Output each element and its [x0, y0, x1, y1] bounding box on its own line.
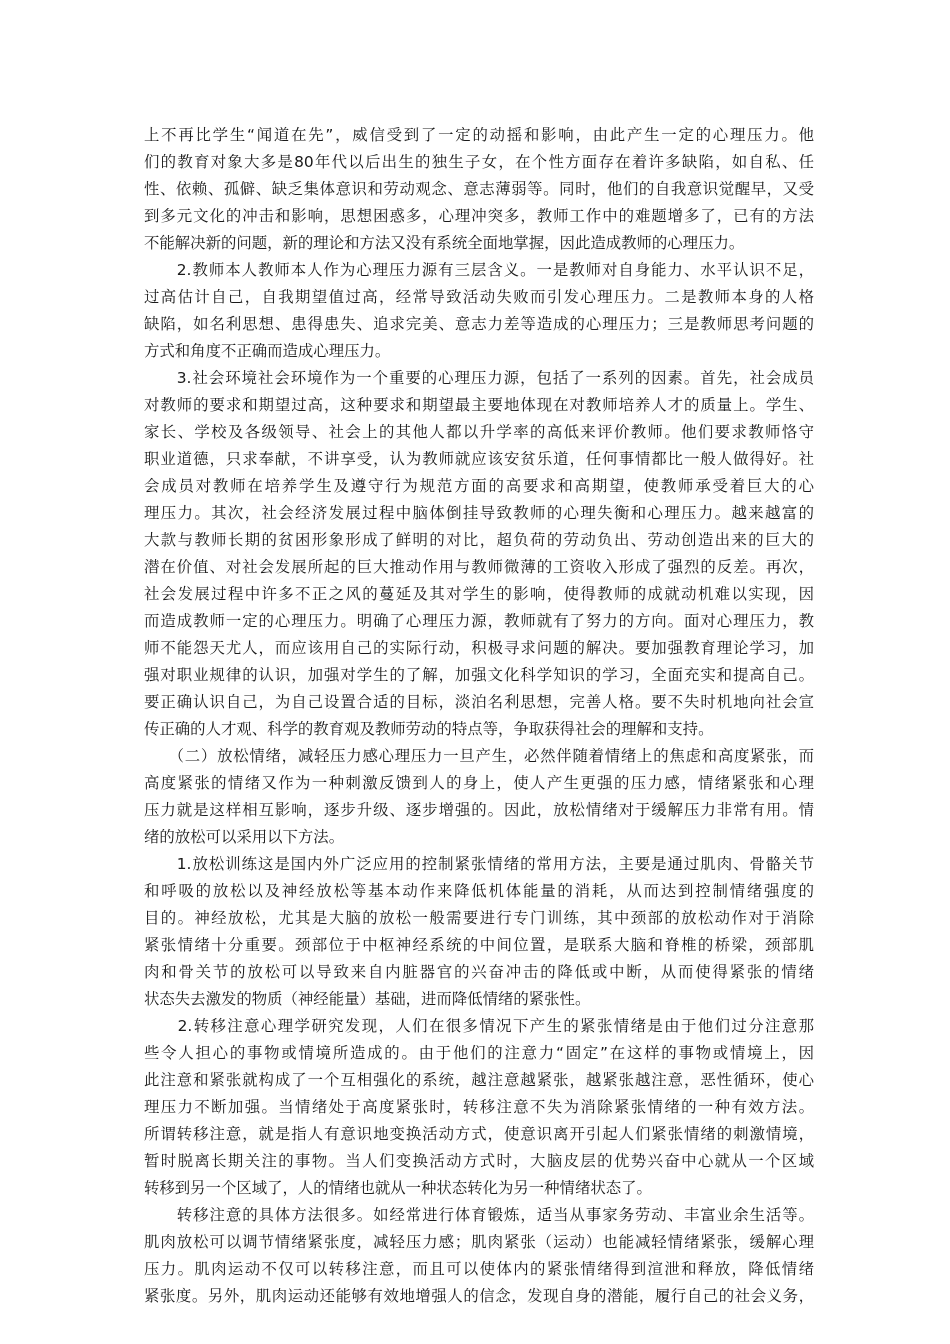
text-line: 状态失去激发的物质（神经能量）基础，进而降低情绪的紧张性。 — [144, 990, 591, 1008]
text-line: 们的教育对象大多是80年代以后出生的独生子女，在个性方面存在着许多缺陷，如自私、任 — [144, 153, 814, 171]
text-line: （二）放松情绪，减轻压力感心理压力一旦产生，必然伴随着情绪上的焦虑和高度紧张，而 — [144, 747, 814, 765]
text-line: 紧张情绪十分重要。颈部位于中枢神经系统的中间位置，是联系大脑和脊椎的桥梁，颈部肌 — [144, 936, 814, 954]
text-line: 绪的放松可以采用以下方法。 — [144, 828, 345, 846]
paragraph-relax-training — [144, 851, 814, 1013]
text-line: 会成员对教师在培养学生及遵守行为规范方面的高要求和高期望，使教师承受着巨大的心 — [144, 477, 814, 495]
text-line: 此注意和紧张就构成了一个互相强化的系统，越注意越紧张，越紧张越注意，恶性循环，使心 — [144, 1071, 814, 1089]
text-line: 转移注意的具体方法很多。如经常进行体育锻炼，适当从事家务劳动、丰富业余生活等。 — [144, 1206, 814, 1224]
text-line: 潜在价值、对社会发展所起的巨大推动作用与教师微薄的工资收入形成了强烈的反差。再次， — [144, 558, 814, 576]
text-line: 肉和骨关节的放松可以导致来自内脏器官的兴奋冲击的降低或中断，从而使得紧张的情绪 — [144, 963, 814, 981]
text-line: 到多元文化的冲击和影响，思想困惑多，心理冲突多，教师工作中的难题增多了，已有的方法 — [144, 207, 814, 225]
text-line: 社会发展过程中许多不正之风的蔓延及其对学生的影响，使得教师的成就动机难以实现，因 — [144, 585, 814, 603]
paragraph-teacher-pressure-intro — [144, 122, 814, 257]
text-line: 2.转移注意心理学研究发现，人们在很多情况下产生的紧张情绪是由于他们过分注意那 — [144, 1017, 814, 1035]
text-line: 方式和角度不正确而造成心理压力。 — [144, 342, 391, 360]
text-line: 大款与教师长期的贫困形象形成了鲜明的对比，超负荷的劳动负出、劳动创造出来的巨大的 — [144, 531, 814, 549]
text-line: 转移到另一个区域了，人的情绪也就从一种状态转化为另一种情绪状态了。 — [144, 1179, 652, 1197]
text-line: 目的。神经放松，尤其是大脑的放松一般需要进行专门训练，其中颈部的放松动作对于消除 — [144, 909, 814, 927]
text-line: 和呼吸的放松以及神经放松等基本动作来降低机体能量的消耗，从而达到控制情绪强度的 — [144, 882, 814, 900]
text-line: 理压力不断加强。当情绪处于高度紧张时，转移注意不失为消除紧张情绪的一种有效方法。 — [144, 1098, 814, 1116]
text-line: 压力就是这样相互影响，逐步升级、逐步增强的。因此，放松情绪对于缓解压力非常有用。情 — [144, 801, 814, 819]
text-line: 3.社会环境社会环境作为一个重要的心理压力源，包括了一系列的因素。首先，社会成员 — [144, 369, 814, 387]
text-line: 紧张度。另外，肌肉运动还能够有效地增强人的信念，发现自身的潜能，履行自己的社会义务， — [144, 1287, 814, 1305]
text-line: 缺陷，如名利思想、患得患失、追求完美、意志力差等造成的心理压力；三是教师思考问题的 — [144, 315, 814, 333]
text-line: 2.教师本人教师本人作为心理压力源有三层含义。一是教师对自身能力、水平认识不足， — [144, 261, 814, 279]
text-line: 过高估计自己，自我期望值过高，经常导致活动失败而引发心理压力。二是教师本身的人格 — [144, 288, 814, 306]
document-page — [144, 122, 814, 1310]
text-line: 师不能怨天尤人，而应该用自己的实际行动，积极寻求问题的解决。要加强教育理论学习，加 — [144, 639, 814, 657]
text-line: 压力。肌肉运动不仅可以转移注意，而且可以使体内的紧张情绪得到渲泄和释放，降低情绪 — [144, 1260, 814, 1278]
paragraph-social-environment — [144, 365, 814, 743]
paragraph-shift-attention — [144, 1013, 814, 1202]
text-line: 所谓转移注意，就是指人有意识地变换活动方式，使意识离开引起人们紧张情绪的刺激情境， — [144, 1125, 814, 1143]
text-line: 对教师的要求和期望过高，这种要求和期望最主要地体现在对教师培养人才的质量上。学生、 — [144, 396, 814, 414]
text-line: 职业道德，只求奉献，不讲享受，认为教师就应该安贫乐道，任何事情都比一般人做得好。社 — [144, 450, 814, 468]
text-line: 暂时脱离长期关注的事物。当人们变换活动方式时，大脑皮层的优势兴奋中心就从一个区域 — [144, 1152, 814, 1170]
text-line: 肌肉放松可以调节情绪紧张度，减轻压力感；肌肉紧张（运动）也能减轻情绪紧张，缓解心理 — [144, 1233, 814, 1251]
text-line: 上不再比学生“闻道在先”，威信受到了一定的动摇和影响，由此产生一定的心理压力。他 — [144, 126, 814, 144]
text-line: 理压力。其次，社会经济发展过程中脑体倒挂导致教师的心理失衡和心理压力。越来越富的 — [144, 504, 814, 522]
text-line: 而造成教师一定的心理压力。明确了心理压力源，教师就有了努力的方向。面对心理压力，教 — [144, 612, 814, 630]
paragraph-teacher-self — [144, 257, 814, 365]
paragraph-shift-methods — [144, 1202, 814, 1310]
text-line: 不能解决新的问题，新的理论和方法又没有系统全面地掌握，因此造成教师的心理压力。 — [144, 234, 745, 252]
paragraph-relax-emotion — [144, 743, 814, 851]
text-line: 家长、学校及各级领导、社会上的其他人都以升学率的高低来评价教师。他们要求教师恪守 — [144, 423, 814, 441]
text-line: 高度紧张的情绪又作为一种刺激反馈到人的身上，使人产生更强的压力感，情绪紧张和心理 — [144, 774, 814, 792]
text-line: 些令人担心的事物或情境所造成的。由于他们的注意力“固定”在这样的事物或情境上，因 — [144, 1044, 814, 1062]
text-line: 强对职业规律的认识，加强对学生的了解，加强文化科学知识的学习，全面充实和提高自己。 — [144, 666, 814, 684]
text-line: 传正确的人才观、科学的教育观及教师劳动的特点等，争取获得社会的理解和支持。 — [144, 720, 714, 738]
text-line: 性、依赖、孤僻、缺乏集体意识和劳动观念、意志薄弱等。同时，他们的自我意识觉醒早，又受 — [144, 180, 814, 198]
text-line: 1.放松训练这是国内外广泛应用的控制紧张情绪的常用方法，主要是通过肌肉、骨骼关节 — [144, 855, 814, 873]
text-line: 要正确认识自己，为自己设置合适的目标，淡泊名利思想，完善人格。要不失时机地向社会宣 — [144, 693, 814, 711]
